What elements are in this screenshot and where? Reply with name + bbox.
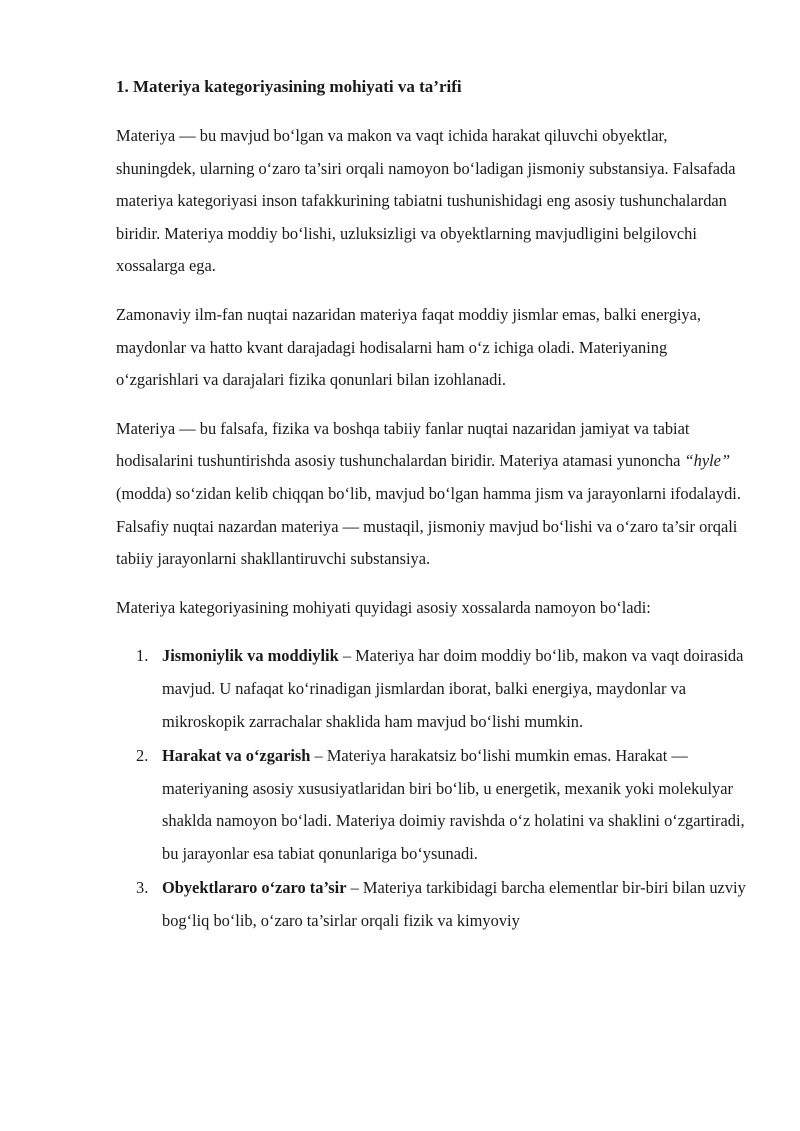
list-item (116, 640, 748, 738)
section-heading: 1. Materiya kategoriyasining mohiyati va ta’rifi (116, 77, 462, 96)
list-item (116, 872, 748, 937)
paragraph-modern-science: Zamonaviy ilm-fan nuqtai nazaridan materiya faqat moddiy jismlar emas, balki energiya, maydonlar va hatto kvant darajadagi hodisalarni ham o‘z ichiga oladi. Materiyaning o‘zgarishlari va darajalari fizika qonunlari bilan izohlanadi. (116, 304, 702, 390)
hyle-term: “hyle” (684, 451, 731, 471)
paragraph-etymology (116, 413, 748, 576)
document-page (116, 74, 748, 940)
list-item-term: Obyektlararo o‘zaro ta’sir (162, 878, 347, 898)
list-item-text: – Materiya har doim moddiy bo‘lib, makon va vaqt doirasida mavjud. U nafaqat ko‘rinadigan jismlardan iborat, balki energiya, maydonlar va mikroskopik zarrachalar shaklida ham mavjud bo‘lishi mumkin. (162, 646, 744, 731)
list-item-text: – Materiya harakatsiz bo‘lishi mumkin emas. Harakat — materiyaning asosiy xususiyatlaridan biri bo‘lib, u energetik, mexanik yoki molekulyar shaklda namoyon bo‘ladi. Materiya doimiy ravishda o‘z holatini va shaklini o‘zgartiradi, bu jarayonlar esa tabiat qonunlariga bo‘ysunadi. (162, 746, 745, 863)
list-item-number: 2. (136, 746, 149, 766)
list-item-number: 3. (136, 878, 149, 898)
list-item (116, 740, 748, 870)
paragraph-etymology-start: Materiya — bu falsafa, fizika va boshqa tabiiy fanlar nuqtai nazaridan jamiyat va tabiat hodisalarini tushuntirishda asosiy tushunchalardan biridir. Materiya atamasi yunoncha (116, 418, 690, 471)
list-item-term: Jismoniylik va moddiylik (162, 646, 339, 666)
list-item-text: – Materiya tarkibidagi barcha elementlar bir-biri bilan uzviy bog‘liq bo‘lib, o‘zaro ta’sirlar orqali fizik va kimyoviy (162, 878, 746, 931)
list-item-term: Harakat va o‘zgarish (162, 746, 311, 766)
list-intro: Materiya kategoriyasining mohiyati quyidagi asosiy xossalarda namoyon bo‘ladi: (116, 597, 651, 617)
properties-list (116, 640, 748, 937)
list-item-number: 1. (136, 646, 149, 666)
paragraph-definition: Materiya — bu mavjud bo‘lgan va makon va vaqt ichida harakat qiluvchi obyektlar, shuningdek, ularning o‘zaro ta’siri orqali namoyon bo‘ladigan jismoniy substansiya. Falsafada materiya kategoriyasi inson tafakkurining tabiatni tushunishidagi eng asosiy tushunchalardan biridir. Materiya moddiy bo‘lishi, uzluksizligi va obyektlarning mavjudligini belgilovchi xossalarga ega. (116, 126, 736, 276)
paragraph-etymology-end: (modda) so‘zidan kelib chiqqan bo‘lib, mavjud bo‘lgan hamma jism va jarayonlarni ifodalaydi. Falsafiy nuqtai nazardan materiya — mustaqil, jismoniy mavjud bo‘lishi va o‘zaro ta’sir orqali tabiiy jarayonlarni shakllantiruvchi substansiya. (116, 483, 741, 569)
